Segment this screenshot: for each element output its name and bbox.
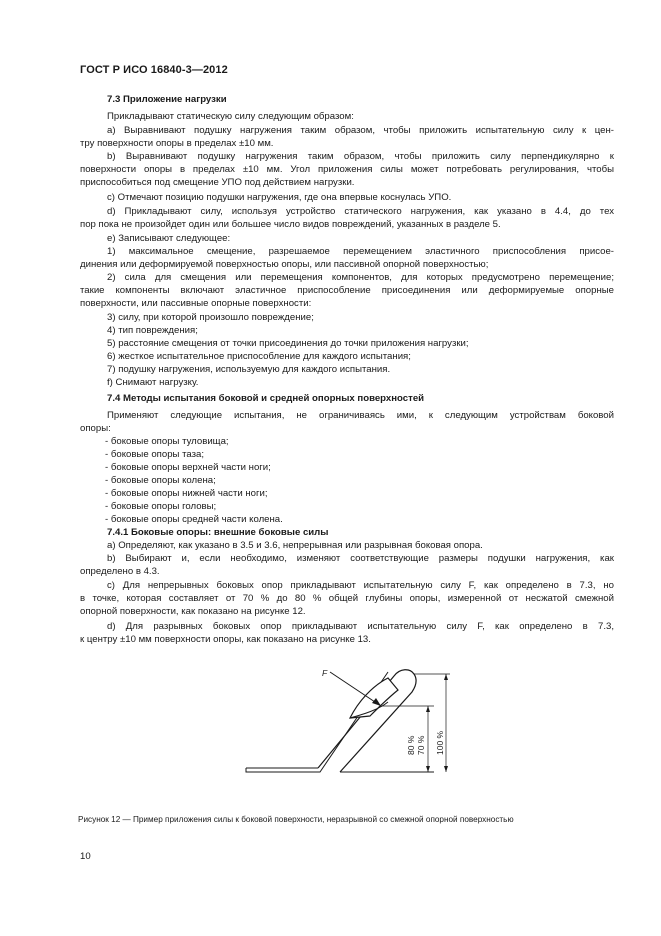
text-line: - боковые опоры верхней части ноги; — [105, 462, 271, 473]
text-line: - боковые опоры головы; — [105, 501, 217, 512]
text-line: - боковые опоры таза; — [105, 449, 205, 460]
text-line: поверхности опоры в пределах ±10 мм. Угол приложения силы может потребовать регулирования, чтобы — [80, 164, 614, 175]
text-line: - боковые опоры туловища; — [105, 436, 229, 447]
dim-100-label: 100 % — [435, 730, 445, 755]
text-line: 5) расстояние смещения от точки присоединения до точки приложения нагрузки; — [107, 338, 469, 349]
text-line: b) Выравнивают подушку нагружения таким образом, чтобы приложить силу перпендикулярно к — [107, 151, 614, 162]
support-outline — [246, 672, 388, 772]
text-line: 7.4.1 Боковые опоры: внешние боковые силы — [107, 527, 329, 538]
lateral-support — [318, 670, 416, 772]
text-line: 4) тип повреждения; — [107, 325, 198, 336]
text-line: пор пока не произойдет один или большее число видов повреждений, указанных в разделе 5. — [80, 219, 501, 230]
loading-pad — [350, 678, 398, 718]
text-line: f) Снимают нагрузку. — [107, 377, 199, 388]
text-line: - боковые опоры средней части колена. — [105, 514, 283, 525]
text-line: Прикладывают статическую силу следующим образом: — [107, 111, 354, 122]
text-line: тру поверхности опоры в пределах ±10 мм. — [80, 138, 274, 149]
text-line: 7.3 Приложение нагрузки — [107, 94, 227, 105]
text-line: динения или деформируемой поверхностью опоры, или пассивной опорной поверхностью; — [80, 259, 489, 270]
text-line: 3) силу, при которой произошло повреждение; — [107, 312, 314, 323]
text-line: а) Выравнивают подушку нагружения таким образом, чтобы приложить испытательную силу к цен- — [107, 125, 614, 136]
dim-70-label: 70 % — [416, 735, 426, 755]
text-line: е) Записывают следующее: — [107, 233, 231, 244]
text-line: опоры: — [80, 423, 111, 434]
text-line: 1) максимальное смещение, разрешаемое перемещением эластичного приспособления присое- — [107, 246, 614, 257]
text-line: - боковые опоры колена; — [105, 475, 216, 486]
dim-80-label: 80 % — [406, 735, 416, 755]
text-line: к центру ±10 мм поверхности опоры, как показано на рисунке 13. — [80, 634, 371, 645]
text-line: b) Выбирают и, если необходимо, изменяют соответствующие размеры подушки нагружения, как — [107, 553, 614, 564]
text-line: Применяют следующие испытания, не ограничиваясь ими, к следующим устройствам боковой — [107, 410, 614, 421]
text-line: опорной поверхности, как показано на рисунке 12. — [80, 606, 306, 617]
text-line: 7) подушку нагружения, используемую для каждого испытания. — [107, 364, 391, 375]
text-line: поверхности, или пассивные опорные поверхности: — [80, 298, 312, 309]
text-line: d) Для разрывных боковых опор прикладывают испытательную силу F, как определено в 7.3, — [107, 621, 614, 632]
text-line: с) Для непрерывных боковых опор прикладывают испытательную силу F, как определено в 7.3, но — [107, 580, 614, 591]
force-label: F — [322, 668, 328, 678]
text-line: а) Определяют, как указано в 3.5 и 3.6, непрерывная или разрывная боковая опора. — [107, 540, 483, 551]
text-line: определено в 4.3. — [80, 566, 160, 577]
document-header: ГОСТ Р ИСО 16840-3—2012 — [80, 64, 228, 76]
page-number: 10 — [80, 851, 91, 862]
text-line: такие компоненты включают эластичное приспособление присоединения или деформируемые опорные — [80, 285, 614, 296]
text-line: 7.4 Методы испытания боковой и средней опорных поверхностей — [107, 393, 425, 404]
figure-12 — [238, 660, 468, 810]
text-line: в точке, которая составляет от 70 % до 80 % общей глубины опоры, измеренной от несжатой смежной — [80, 593, 614, 604]
figure-caption: Рисунок 12 — Пример приложения силы к боковой поверхности, неразрывной со смежной опорной поверхностью — [78, 815, 514, 824]
text-line: с) Отмечают позицию подушки нагружения, где она впервые коснулась УПО. — [107, 192, 452, 203]
text-line: приспособиться под смещение УПО под действием нагрузки. — [80, 177, 355, 188]
text-line: 6) жесткое испытательное приспособление для каждого испытания; — [107, 351, 411, 362]
text-line: 2) сила для смещения или перемещения компонентов, для которых предусмотрено перемещение; — [107, 272, 614, 283]
text-line: d) Прикладывают силу, используя устройство статического нагружения, как указано в 4.4, до тех — [107, 206, 614, 217]
text-line: - боковые опоры нижней части ноги; — [105, 488, 268, 499]
